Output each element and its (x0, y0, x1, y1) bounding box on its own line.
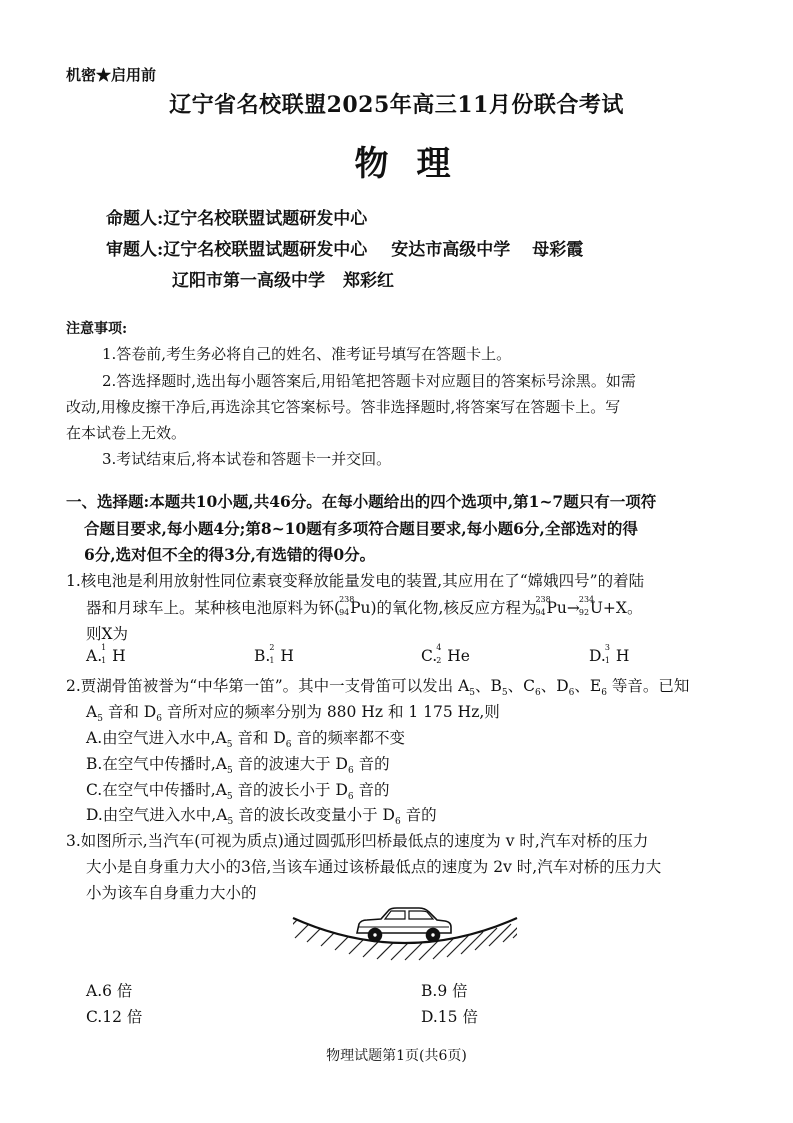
q3-line-2: 大小是自身重力大小的3倍,当该车通过该桥最低点的速度为 2v 时,汽车对桥的压力大 (86, 858, 662, 876)
q2-line-1: 2.贾湖骨笛被誉为“中华第一笛”。其中一支骨笛可以发出 $A_5$、$B_5$、$C_6$、$D_6$、$E_6$ 等音。已知 (66, 677, 690, 699)
reviewer-org-2: 安达市高级中学 (391, 240, 511, 260)
note-item-2-line-3: 在本试卷上无效。 (66, 424, 187, 442)
reviewer-line-1 (106, 235, 583, 260)
nuclide-pu-equation: 238 94 (535, 595, 551, 617)
confidential-mark: 机密★启用前 (66, 66, 157, 84)
proposer-line (106, 204, 367, 229)
concave-bridge-figure (285, 902, 525, 964)
page-footer: 物理试题第1页(共6页) (326, 1048, 467, 1064)
reviewer-org-1: 辽宁名校联盟试题研发中心 (163, 240, 368, 260)
q1-text-c: Pu→ (546, 599, 580, 617)
section-heading-line-2: 合题目要求,每小题4分;第8~10题有多项符合题目要求,每小题6分,全部选对的得 (84, 519, 638, 538)
reviewer-org-3: 辽阳市第一高级中学 (172, 271, 325, 291)
q1-text-a: 器和月球车上。某种核电池原料为钚( (86, 599, 341, 617)
section-heading-line-1: 一、选择题:本题共10小题,共46分。在每小题给出的四个选项中,第1~7题只有一项符 (66, 492, 657, 511)
q3-option-a: A.6 倍 (86, 982, 133, 1000)
section-heading-line-3: 6分,选对但不全的得3分,有选错的得0分。 (84, 545, 376, 564)
q1-option-b: B. 2 1 H (254, 643, 294, 665)
q1-option-a: A. 1 1 H (86, 643, 126, 665)
nuclide-u-equation: 234 92 (578, 595, 595, 617)
q1-text-d: U+X。 (589, 599, 643, 617)
note-item-2-line-2: 改动,用橡皮擦干净后,再选涂其它答案标号。答非选择题时,将答案写在答题卡上。写 (66, 398, 621, 416)
q1-line-3: 则X为 (86, 625, 129, 643)
note-item-2-line-1: 2.答选择题时,选出每小题答案后,用铅笔把答题卡对应题目的答案标号涂黑。如需 (102, 372, 636, 390)
q3-option-b: B.9 倍 (421, 982, 468, 1000)
q2-option-b: B.在空气中传播时$,A_5$ 音的波速大于 $D_6$ 音的 (86, 755, 390, 777)
q2-option-d: D.由空气进入水中$,A_5$ 音的波长改变量小于 $D_6$ 音的 (86, 806, 437, 828)
q2-option-a: A.由空气进入水中$,A_5$ 音和 $D_6$ 音的频率都不变 (86, 729, 405, 751)
q2-line-2: $A_5$ 音和 $D_6$ 音所对应的频率分别为 880 Hz 和 1 175 Hz,则 (86, 703, 500, 725)
proposer-label: 命题人: (106, 209, 164, 229)
notes-heading: 注意事项: (66, 321, 128, 337)
reviewer-name-1: 母彩霞 (532, 240, 584, 260)
note-item-3: 3.考试结束后,将本试卷和答题卡一并交回。 (102, 450, 392, 468)
q2-option-c: C.在空气中传播时$,A_5$ 音的波长小于 $D_6$ 音的 (86, 781, 390, 803)
q1-line-1: 1.核电池是利用放射性同位素衰变释放能量发电的装置,其应用在了“嫦娥四号”的着陆 (66, 572, 645, 590)
note-item-1: 1.答卷前,考生务必将自己的姓名、准考证号填写在答题卡上。 (102, 345, 512, 363)
q1-option-d: D. 3 1 H (589, 643, 630, 665)
reviewer-line-2 (172, 266, 394, 291)
car-icon (357, 908, 451, 942)
q3-option-d: D.15 倍 (421, 1008, 478, 1026)
proposer-name: 辽宁名校联盟试题研发中心 (163, 209, 368, 229)
subject-title: 物理 (354, 144, 479, 184)
reviewer-label: 审题人: (106, 240, 164, 260)
exam-title: 辽宁省名校联盟2025年高三11月份联合考试 (169, 92, 624, 118)
q1-text-b: Pu)的氧化物,核反应方程为 (350, 599, 537, 617)
q3-line-1: 3.如图所示,当汽车(可视为质点)通过圆弧形凹桥最低点的速度为 v 时,汽车对桥的压力 (66, 832, 649, 850)
q1-line-2 (86, 596, 642, 618)
q1-option-c: C. 4 2 He (421, 643, 470, 665)
q3-line-3: 小为该车自身重力大小的 (86, 884, 257, 902)
nuclide-pu-inline: 238 94 (339, 595, 355, 617)
q3-option-c: C.12 倍 (86, 1008, 143, 1026)
reviewer-name-2: 郑彩红 (343, 271, 394, 291)
